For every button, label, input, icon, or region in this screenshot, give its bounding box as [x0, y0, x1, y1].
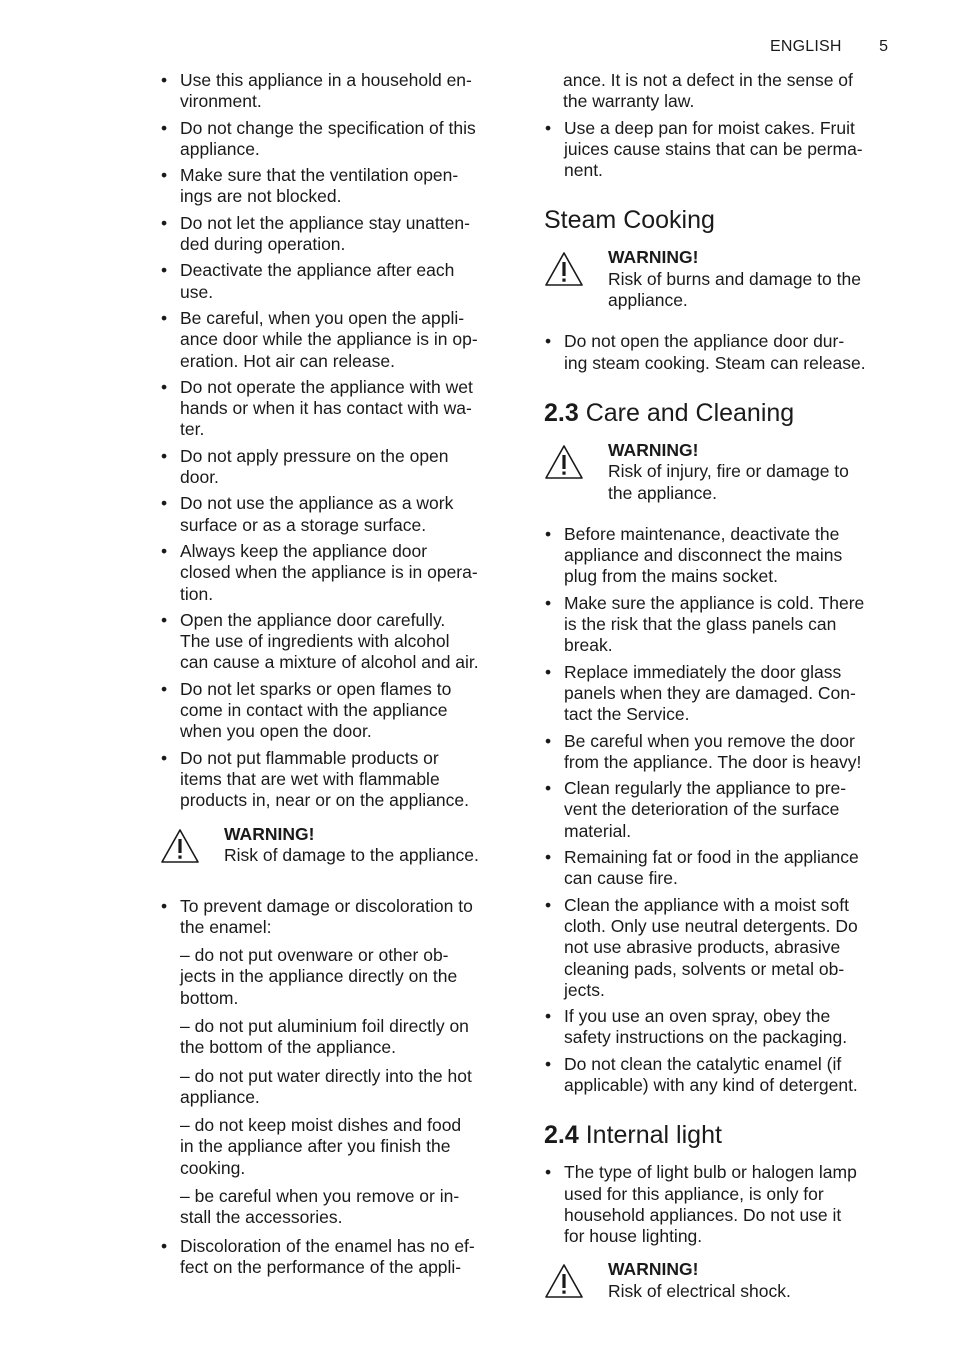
warning-triangle-icon: [544, 251, 584, 287]
right-column: [544, 70, 904, 1331]
bullet-icon: •: [161, 540, 168, 561]
warning-title: WARNING!: [608, 1259, 699, 1280]
list-item: • Do not operate the appliance with wet hands or when it has contact with wa- ter.: [161, 376, 473, 440]
discoloration-bullet-list: [160, 1236, 518, 1279]
bullet-icon: •: [545, 331, 552, 352]
warning-title: WARNING!: [608, 247, 699, 268]
bullet-icon: •: [545, 847, 552, 868]
warning-triangle-icon: [160, 828, 200, 864]
bullet-icon: •: [161, 609, 168, 630]
page-number: 5: [879, 38, 888, 55]
list-item: • Be careful when you remove the door from the appliance. The door is heavy!: [545, 730, 862, 772]
list-item: • Be careful, when you open the appli- ance door while the appliance is in op- eration. Hot air can release.: [161, 307, 478, 371]
list-item: • Do not apply pressure on the open door.: [161, 445, 449, 488]
enamel-sub-item: – do not put water directly into the hot appliance.: [180, 1065, 472, 1107]
list-item: • Clean the appliance with a moist soft cloth. Only use neutral detergents. Do not use abrasive products, abrasive cleaning pads, solvents or metal ob- jects.: [545, 894, 858, 1000]
list-item: • Before maintenance, deactivate the appliance and disconnect the mains plug from the mains socket.: [545, 523, 843, 587]
bullet-icon: •: [545, 523, 552, 544]
safety-bullet-list: [160, 70, 518, 812]
warning-triangle-icon: [544, 1263, 584, 1299]
list-item: • Do not open the appliance door dur- ing steam cooking. Steam can release.: [545, 331, 866, 373]
list-item: • Deactivate the appliance after each use.: [161, 260, 455, 302]
bullet-icon: •: [545, 661, 552, 682]
bullet-icon: •: [161, 212, 168, 233]
bullet-icon: •: [161, 117, 168, 138]
bullet-icon: •: [161, 493, 168, 514]
list-item: • Do not change the specification of this appliance.: [161, 117, 476, 159]
bullet-icon: •: [161, 70, 168, 90]
warning-box: [544, 440, 904, 504]
list-item: • Remaining fat or food in the appliance can cause fire.: [545, 847, 859, 889]
list-item: • Do not put flammable products or items that are wet with flammable products in, near or on the appliance.: [161, 747, 469, 811]
bullet-icon: •: [545, 1162, 552, 1183]
continued-text: ance. It is not a defect in the sense of the warranty law.: [563, 70, 853, 112]
list-item: • If you use an oven spray, obey the safety instructions on the packaging.: [545, 1006, 848, 1048]
warning-text: Risk of injury, fire or damage to the appliance.: [608, 461, 849, 503]
list-item: • Discoloration of the enamel has no ef- fect on the performance of the appli-: [161, 1235, 475, 1277]
bullet-icon: •: [545, 1006, 552, 1027]
list-item: • Use a deep pan for moist cakes. Fruit juices cause stains that can be perma- nent.: [545, 117, 863, 181]
enamel-sub-item: – be careful when you remove or in- stall the accessories.: [180, 1186, 460, 1228]
bullet-icon: •: [161, 165, 168, 186]
section-heading-steam: Steam Cooking: [544, 206, 715, 235]
bullet-icon: •: [161, 376, 168, 397]
section-heading-care: 2.3 Care and Cleaning: [544, 398, 795, 427]
warning-text: Risk of electrical shock.: [608, 1280, 791, 1301]
care-bullet-list: [544, 524, 904, 1096]
bullet-icon: •: [161, 445, 168, 466]
bullet-icon: •: [545, 1053, 552, 1074]
warning-text: Risk of damage to the appliance.: [224, 844, 479, 865]
light-bullet-list: [544, 1162, 904, 1247]
warning-text: Risk of burns and damage to the appliance.: [608, 268, 861, 311]
bullet-icon: •: [161, 895, 168, 916]
bullet-icon: •: [161, 1235, 168, 1256]
warning-box: [544, 247, 904, 311]
page-header: [770, 38, 888, 56]
warning-triangle-icon: [544, 444, 584, 480]
enamel-sub-item: – do not keep moist dishes and food in the appliance after you finish the cooking.: [180, 1115, 462, 1178]
list-item: • Open the appliance door carefully. The use of ingredients with alcohol can cause a mixture of alcohol and air.: [161, 609, 479, 673]
bullet-icon: •: [161, 747, 168, 768]
list-item: • To prevent damage or discoloration to the enamel:: [161, 895, 473, 937]
list-item: • Make sure the appliance is cold. There is the risk that the glass panels can break.: [545, 592, 865, 656]
warning-title: WARNING!: [224, 823, 315, 844]
enamel-sub-item: – do not put aluminium foil directly on the bottom of the appliance.: [180, 1015, 469, 1058]
bullet-icon: •: [545, 894, 552, 915]
bullet-icon: •: [161, 260, 168, 281]
list-item: • Make sure that the ventilation open- ings are not blocked.: [161, 165, 459, 207]
cake-bullet-list: [544, 118, 904, 182]
list-item: • Do not use the appliance as a work surface or as a storage surface.: [161, 493, 454, 535]
warning-title: WARNING!: [608, 439, 699, 460]
bullet-icon: •: [545, 117, 552, 138]
list-item: • The type of light bulb or halogen lamp used for this appliance, is only for household appliances. Do not use it for house lighting.: [545, 1162, 857, 1247]
warning-box: [160, 824, 518, 876]
list-item: • Replace immediately the door glass panels when they are damaged. Con- tact the Service.: [545, 661, 856, 725]
bullet-icon: •: [545, 778, 552, 799]
list-item: • Do not let sparks or open flames to come in contact with the appliance when you open the door.: [161, 678, 452, 742]
left-column: [160, 70, 518, 1283]
enamel-sub-item: – do not put ovenware or other ob- jects in the appliance directly on the bottom.: [180, 945, 458, 1008]
bullet-icon: •: [161, 678, 168, 699]
bullet-icon: •: [161, 307, 168, 328]
bullet-icon: •: [545, 592, 552, 613]
list-item: • Always keep the appliance door closed when the appliance is in opera- tion.: [161, 540, 478, 604]
list-item: • Use this appliance in a household en- vironment.: [161, 70, 472, 112]
list-item: • Do not clean the catalytic enamel (if applicable) with any kind of detergent.: [545, 1053, 858, 1095]
list-item: • Clean regularly the appliance to pre- vent the deterioration of the surface material.: [545, 778, 847, 841]
bullet-icon: •: [545, 730, 552, 751]
enamel-bullet-list: [160, 896, 518, 939]
section-heading-light: 2.4 Internal light: [544, 1121, 722, 1150]
warning-box: [544, 1259, 904, 1311]
steam-bullet-list: [544, 331, 904, 374]
list-item: • Do not let the appliance stay unatten- ded during operation.: [161, 212, 470, 255]
language-label: ENGLISH: [769, 38, 842, 55]
